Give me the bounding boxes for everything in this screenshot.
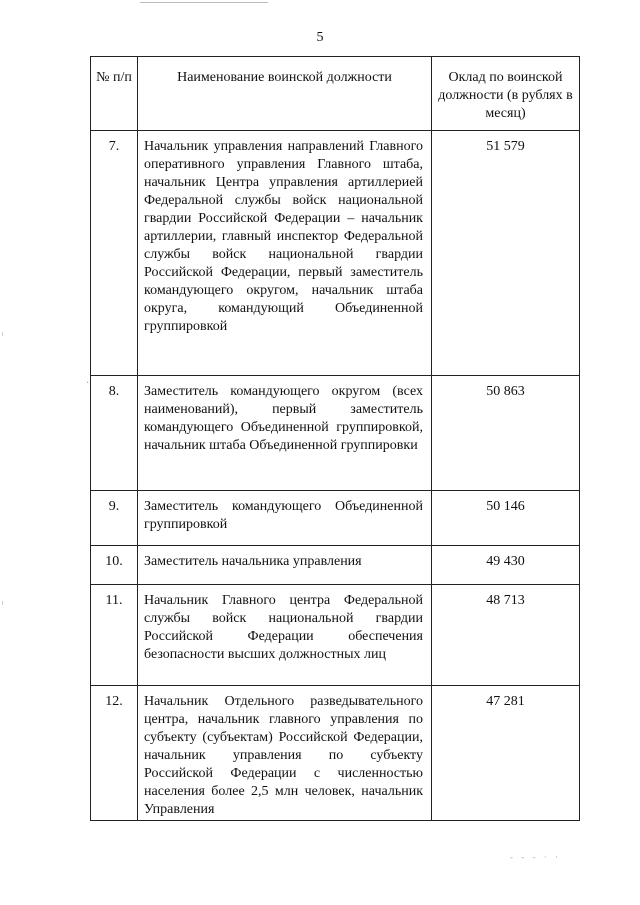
table-row [91,491,580,546]
position-name: Начальник Отдельного разведывательного центра, начальник главного управления по субъекту (субъектам) Российской Федерации, начальник управления по субъекту Российской Федерации с численностью населения более 2,5 млн человек, начальник Управления [138,686,432,821]
position-name: Заместитель командующего округом (всех наименований), первый заместитель командующего Объединенной группировкой, начальник штаба Объединенной группировки [138,376,432,491]
row-number: 9. [91,491,138,546]
salary-value: 49 430 [432,546,580,585]
position-name: Заместитель командующего Объединенной группировкой [138,491,432,546]
row-number: 11. [91,585,138,686]
salary-value: 50 863 [432,376,580,491]
salary-value: 51 579 [432,131,580,376]
scan-artifact-dot: · [86,378,90,389]
table-row [91,376,580,491]
row-number: 7. [91,131,138,376]
scan-artifact-line [140,2,268,3]
table-row [91,585,580,686]
table-row [91,686,580,821]
position-name: Заместитель начальника управления [138,546,432,585]
table-header-row [91,57,580,131]
salary-value: 50 146 [432,491,580,546]
header-num: № п/п [91,57,138,131]
page-number: 5 [316,30,324,45]
position-name: Начальник управления направлений Главного оперативного управления Главного штаба, начальник Центра управления артиллерией Федеральной службы войск национальной гвардии Российской Федерации – начальник артиллерии, главный инспектор Федеральной службы войск национальной гвардии Российской Федерации, первый заместитель командующего округом, начальник штаба округа, командующий Объединенной группировкой [138,131,432,376]
salary-table [90,56,580,821]
header-salary: Оклад по воинской должности (в рублях в месяц) [432,57,580,131]
position-name: Начальник Главного центра Федеральной службы войск национальной гвардии Российской Федерации обеспечения безопасности высших должностных лиц [138,585,432,686]
salary-value: 47 281 [432,686,580,821]
row-number: 12. [91,686,138,821]
table-row [91,131,580,376]
salary-value: 48 713 [432,585,580,686]
scan-artifact-mark [2,332,3,336]
scan-artifact-mark [2,601,3,605]
row-number: 10. [91,546,138,585]
row-number: 8. [91,376,138,491]
scan-artifact-dashes: - - - · · [510,852,561,862]
header-position-name: Наименование воинской должности [138,57,432,131]
table-row [91,546,580,585]
